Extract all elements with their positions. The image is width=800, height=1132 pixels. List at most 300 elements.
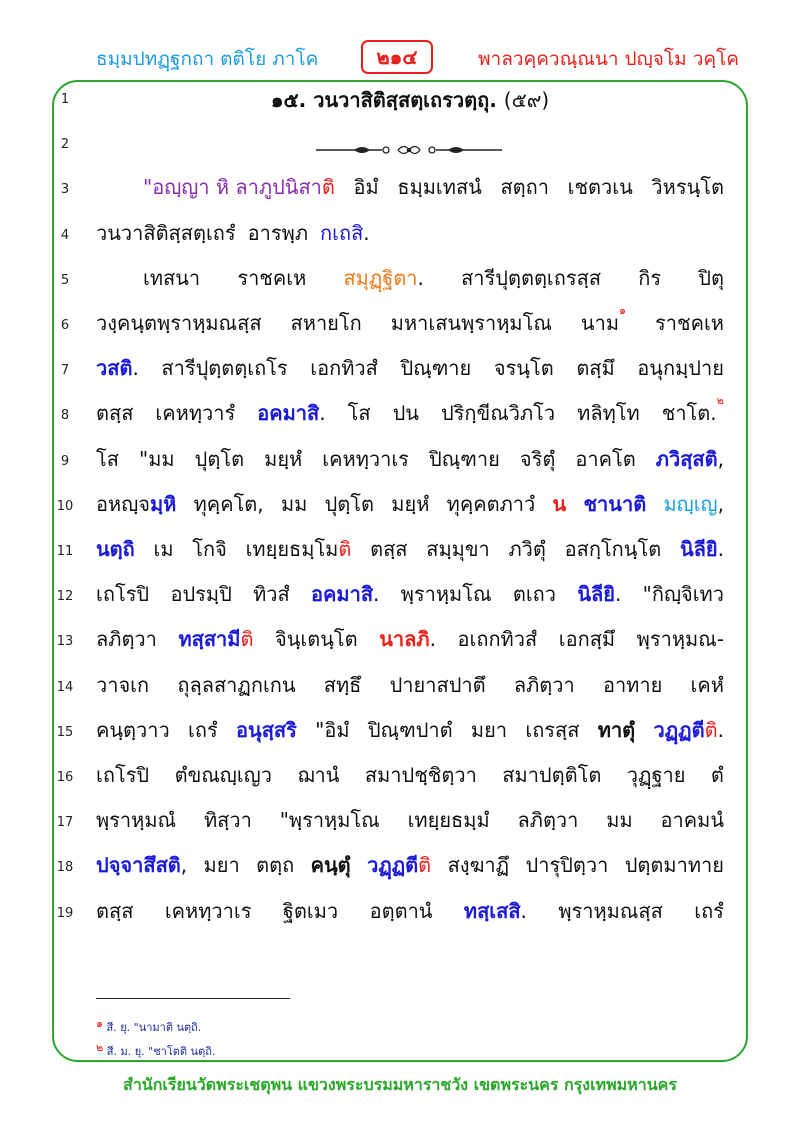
word bbox=[565, 531, 662, 567]
publisher-footer: สำนักเรียนวัดพระเชตุพน แขวงพระบรมมหาราชวัง เขตพระนคร กรุงเทพมหานคร bbox=[123, 1075, 677, 1094]
word-segment: ทสฺสามี bbox=[178, 627, 241, 652]
word bbox=[343, 260, 423, 296]
word-segment: ปตฺตมาทาย bbox=[624, 853, 724, 878]
word-segment: . bbox=[132, 356, 139, 381]
word-segment: ลภิตฺวา bbox=[517, 808, 579, 833]
line-number: 13 bbox=[56, 634, 74, 650]
line-number: 10 bbox=[56, 498, 74, 514]
word bbox=[691, 667, 724, 703]
word bbox=[694, 893, 724, 929]
word-segment: ตสฺส bbox=[96, 401, 134, 426]
word bbox=[426, 531, 489, 567]
word-segment: ตี bbox=[691, 717, 705, 742]
word-segment: พฺราหฺมณสฺส bbox=[558, 898, 663, 923]
word-segment: ปิตุ bbox=[698, 265, 724, 290]
word-segment: ทาตุํ bbox=[597, 717, 636, 742]
word bbox=[520, 441, 555, 477]
word-segment: ปุตฺโต bbox=[194, 446, 245, 471]
word bbox=[96, 350, 139, 386]
word bbox=[577, 395, 640, 431]
word-segment: ตํ bbox=[710, 763, 724, 787]
word bbox=[401, 576, 492, 612]
word-segment: คนฺตฺวาว bbox=[96, 717, 170, 742]
footnote-1-mark: ๑ bbox=[96, 1017, 103, 1030]
word bbox=[96, 893, 133, 929]
word bbox=[606, 802, 632, 838]
word-segment: ลภิตฺวา bbox=[513, 672, 575, 697]
word bbox=[96, 531, 135, 567]
text-line-3 bbox=[143, 169, 724, 205]
word-segment: ตสฺส bbox=[96, 898, 134, 923]
word-segment: สารีปุตฺตตฺเถโร bbox=[161, 356, 288, 381]
story-number: (๕๙) bbox=[503, 88, 550, 112]
word bbox=[518, 802, 579, 838]
word-segment: นิลียิ bbox=[679, 537, 718, 561]
word bbox=[637, 350, 724, 386]
word bbox=[553, 486, 567, 522]
word bbox=[575, 441, 635, 477]
word bbox=[324, 667, 362, 703]
word bbox=[576, 350, 614, 386]
word-segment: เคหทฺวาเร bbox=[164, 898, 252, 923]
word bbox=[651, 169, 724, 205]
word-segment: โกจิ bbox=[192, 537, 227, 561]
word-segment: "มม bbox=[139, 446, 175, 471]
word bbox=[96, 847, 187, 883]
line-number: 18 bbox=[56, 860, 74, 876]
word bbox=[96, 395, 133, 431]
word bbox=[526, 847, 609, 883]
word bbox=[96, 621, 157, 657]
word bbox=[655, 305, 724, 341]
text-line-4 bbox=[96, 215, 724, 251]
word bbox=[379, 621, 436, 657]
word bbox=[365, 757, 477, 793]
word-segment: เถรสฺส bbox=[525, 717, 580, 742]
text-line-10 bbox=[96, 486, 724, 522]
word-segment: พฺราหฺมโณ bbox=[400, 582, 492, 607]
footnote-ref: ๒ bbox=[716, 394, 724, 408]
word bbox=[577, 576, 621, 612]
word-segment: โส bbox=[96, 446, 119, 471]
word-segment: ลภิตฺวา bbox=[96, 627, 157, 652]
word-segment: ชาโต. bbox=[661, 401, 717, 426]
line-number: 8 bbox=[60, 408, 70, 424]
footnote-2 bbox=[96, 1042, 215, 1060]
word-segment: มญฺเญ bbox=[663, 491, 718, 516]
word-segment: ภวิตุํ bbox=[508, 537, 546, 561]
text-line-12 bbox=[96, 576, 724, 612]
word-segment: สมาปตฺติโต bbox=[502, 763, 602, 787]
word-segment: สมุฏฺฐิตา bbox=[343, 265, 418, 290]
word-segment: . bbox=[363, 220, 370, 245]
word-segment: ตํขณญฺเญว bbox=[174, 763, 272, 787]
word bbox=[253, 576, 290, 612]
line-number: 11 bbox=[56, 544, 74, 559]
word-segment: ปิณฺฑาย bbox=[428, 446, 500, 471]
word-segment: เถรํ bbox=[694, 898, 724, 923]
word-segment: "พฺราหฺมโณ bbox=[279, 808, 380, 833]
word bbox=[408, 802, 490, 838]
word-segment: เคหทฺวาเร bbox=[322, 446, 409, 471]
word-segment: อหญฺจ bbox=[96, 491, 150, 516]
story-title-text: ๑๕. วนวาสิติสฺสตฺเถรวตฺถุ. bbox=[270, 88, 497, 112]
word-segment: , bbox=[717, 446, 724, 471]
word-segment: วาจเก bbox=[96, 672, 150, 697]
word-segment: ปารุปิตฺวา bbox=[525, 853, 609, 878]
text-line-8 bbox=[96, 395, 724, 431]
running-header-chapter: พาลวคฺควณฺณนา ปญฺจโม วคฺโค bbox=[478, 48, 739, 70]
word bbox=[192, 531, 227, 567]
word bbox=[204, 847, 240, 883]
word-segment: เอกทิวสํ bbox=[310, 356, 378, 381]
word bbox=[310, 350, 378, 386]
word bbox=[441, 395, 555, 431]
word bbox=[513, 576, 556, 612]
word bbox=[194, 486, 264, 522]
word-segment: ติ bbox=[704, 717, 718, 742]
word bbox=[280, 802, 380, 838]
word-segment: สทฺธึ bbox=[323, 672, 362, 697]
word bbox=[559, 621, 615, 657]
word-segment: ราชคเห bbox=[237, 265, 307, 290]
word-segment: วนวาสิติสฺสตฺเถรํ bbox=[96, 220, 236, 245]
word-segment: วงฺคนฺตพฺราหฺมณสฺส bbox=[96, 311, 262, 335]
word bbox=[248, 215, 308, 251]
word-segment: ตสฺมึ bbox=[576, 356, 615, 381]
text-line-18 bbox=[96, 847, 724, 883]
word bbox=[502, 757, 601, 793]
word bbox=[143, 260, 200, 296]
word bbox=[297, 757, 339, 793]
text-line-5 bbox=[143, 260, 724, 296]
word-segment: วฏฺฏตี bbox=[367, 853, 419, 878]
word-segment: พฺราหฺมณํ bbox=[96, 808, 177, 833]
word-segment: . bbox=[429, 627, 436, 652]
word-segment: ตสฺส bbox=[370, 537, 408, 561]
word-segment: ตตฺถ bbox=[256, 853, 295, 878]
word bbox=[283, 893, 338, 929]
word-segment: สหายโก bbox=[290, 311, 362, 335]
word-segment: สมฺมุขา bbox=[426, 537, 490, 561]
word bbox=[96, 802, 176, 838]
word-segment: นิลียิ bbox=[577, 582, 615, 607]
word bbox=[627, 757, 686, 793]
word bbox=[370, 893, 433, 929]
word-segment: . bbox=[717, 717, 724, 742]
text-line-15 bbox=[96, 712, 724, 748]
word-segment: โส bbox=[347, 401, 371, 426]
word bbox=[391, 305, 552, 341]
word-segment: . bbox=[614, 582, 622, 607]
word bbox=[500, 169, 549, 205]
word-segment: ฌานํ bbox=[297, 763, 340, 787]
word bbox=[698, 260, 724, 296]
line-number: 14 bbox=[56, 679, 74, 695]
word-segment: ฐิตเมว bbox=[282, 898, 339, 923]
text-line-9 bbox=[96, 441, 724, 477]
word bbox=[525, 712, 579, 748]
word bbox=[568, 169, 633, 205]
word-segment: ชานาติ bbox=[583, 491, 647, 516]
word-segment: เถรํ bbox=[188, 717, 218, 742]
word bbox=[175, 757, 272, 793]
word-segment: วสติ bbox=[96, 356, 133, 381]
word bbox=[494, 350, 554, 386]
word bbox=[581, 305, 626, 341]
ornament-divider bbox=[314, 140, 504, 160]
word bbox=[464, 893, 527, 929]
word bbox=[177, 667, 295, 703]
line-number: 15 bbox=[56, 724, 74, 740]
word bbox=[368, 712, 453, 748]
word-segment: อาคโต bbox=[575, 446, 636, 471]
word-segment: มยฺหํ bbox=[391, 491, 430, 516]
word-segment: วฏฺฏ bbox=[653, 717, 692, 742]
word bbox=[139, 441, 175, 477]
word-segment: อปรมฺปิ bbox=[170, 582, 232, 607]
running-header-book-title: ธมฺมปทฏฺฐกถา ตติโย ภาโค bbox=[96, 48, 319, 70]
word-segment: , bbox=[717, 491, 724, 516]
word-segment: เคหํ bbox=[690, 672, 724, 697]
word-segment: อสกฺโกนฺโต bbox=[564, 537, 662, 561]
word-segment: . bbox=[417, 265, 424, 290]
word-segment: อตฺตานํ bbox=[369, 898, 433, 923]
word-segment: ทลิทฺโท bbox=[577, 401, 640, 426]
word-segment: นตฺถิ bbox=[96, 537, 135, 561]
word bbox=[154, 531, 174, 567]
word bbox=[558, 893, 663, 929]
word-segment: อาทาย bbox=[602, 672, 663, 697]
word-segment: กิร bbox=[638, 265, 662, 290]
line-number: 16 bbox=[56, 770, 74, 785]
word-segment: เทยฺยธมฺมํ bbox=[407, 808, 490, 833]
text-line-7 bbox=[96, 350, 724, 386]
word-segment: ปน bbox=[392, 401, 419, 426]
word-segment: จรนฺโต bbox=[493, 356, 554, 381]
word bbox=[653, 712, 723, 748]
word-segment: ธมฺมเทสนํ bbox=[397, 175, 482, 200]
word bbox=[143, 169, 335, 205]
word bbox=[170, 576, 231, 612]
word bbox=[638, 260, 661, 296]
word bbox=[429, 441, 500, 477]
word bbox=[447, 486, 536, 522]
word-segment: พฺราหฺมณ- bbox=[636, 627, 724, 652]
word bbox=[256, 847, 294, 883]
word bbox=[96, 486, 176, 522]
line-number: 2 bbox=[60, 137, 70, 153]
text-line-11 bbox=[96, 531, 724, 567]
footnote-rule bbox=[96, 998, 290, 999]
footnote-2-text: สี. ม. ยุ. "ชาโตติ นตฺถิ. bbox=[106, 1045, 216, 1058]
word bbox=[188, 712, 218, 748]
word-segment: . bbox=[520, 898, 527, 923]
word bbox=[291, 305, 362, 341]
word-segment: วิหรนฺโต bbox=[651, 175, 724, 200]
word-segment: สมาปชฺชิตฺวา bbox=[364, 763, 477, 787]
word-segment: "อญฺญา หิ ลาภูปนิสา bbox=[143, 175, 322, 200]
word bbox=[96, 441, 119, 477]
line-number: 4 bbox=[60, 227, 70, 243]
page-number: ๒๑๔ bbox=[361, 40, 433, 74]
line-number: 19 bbox=[56, 905, 74, 921]
word-segment: จริตุํ bbox=[519, 446, 556, 471]
word-segment: วุฏฺฐาย bbox=[626, 763, 686, 787]
word-segment: น bbox=[552, 491, 567, 516]
word-segment: กเถสิ bbox=[320, 220, 364, 245]
word bbox=[257, 395, 325, 431]
word-segment: เถโรปิ bbox=[96, 582, 150, 607]
word-segment: ปจฺจาสึสติ bbox=[96, 853, 181, 878]
text-line-16 bbox=[96, 757, 724, 793]
word-segment: ติ bbox=[321, 175, 335, 200]
text-line-14 bbox=[96, 667, 724, 703]
footnote-2-mark: ๒ bbox=[96, 1041, 104, 1054]
word bbox=[315, 712, 349, 748]
word-segment: มฺหิ bbox=[149, 491, 177, 516]
word-segment: ทสฺเสสิ bbox=[463, 898, 521, 923]
line-number: 3 bbox=[60, 182, 70, 198]
word bbox=[400, 350, 471, 386]
word bbox=[246, 531, 352, 567]
word-segment: . bbox=[717, 537, 724, 561]
word bbox=[457, 621, 537, 657]
word-segment: อเถกทิวสํ bbox=[457, 627, 538, 652]
word bbox=[637, 621, 724, 657]
word-segment: เม bbox=[153, 537, 174, 561]
word-segment: ติ bbox=[338, 537, 352, 561]
word-segment: ถุลฺลสาฏกเกน bbox=[177, 672, 296, 697]
word bbox=[161, 350, 287, 386]
word-segment: มยา bbox=[470, 717, 508, 742]
word-segment: ตเถว bbox=[512, 582, 557, 607]
word bbox=[96, 757, 149, 793]
word bbox=[311, 576, 379, 612]
word-segment: "อิมํ bbox=[315, 717, 350, 742]
word bbox=[583, 486, 646, 522]
word bbox=[320, 215, 370, 251]
line-number: 7 bbox=[60, 363, 70, 379]
word-segment: อารพฺภ bbox=[247, 220, 309, 245]
word bbox=[663, 486, 723, 522]
word bbox=[275, 621, 358, 657]
word bbox=[96, 305, 262, 341]
word-segment: ติ bbox=[418, 853, 432, 878]
word-segment: จินฺเตนฺโต bbox=[275, 627, 358, 652]
word-segment: "กิญฺจิเทว bbox=[642, 582, 724, 607]
word bbox=[662, 395, 724, 431]
word-segment: มยา bbox=[203, 853, 240, 878]
word bbox=[195, 441, 244, 477]
word-segment: นาลภิ bbox=[379, 627, 430, 652]
word bbox=[598, 712, 635, 748]
word-segment: ทิวสํ bbox=[253, 582, 290, 607]
word-segment: สารีปุตฺตตฺเถรสฺส bbox=[461, 265, 602, 290]
word-segment: ทุคฺคโต, bbox=[193, 491, 264, 516]
footnote-ref: ๑ bbox=[619, 304, 626, 317]
word bbox=[448, 847, 509, 883]
word-segment: อคมาสิ bbox=[311, 582, 374, 607]
word-segment: นาม bbox=[580, 311, 620, 335]
word bbox=[236, 712, 297, 748]
word-segment: ปายาสปาตึ bbox=[389, 672, 486, 697]
footnote-1 bbox=[96, 1018, 201, 1036]
word bbox=[237, 260, 306, 296]
word-segment: คนฺตุํ bbox=[310, 853, 351, 878]
word bbox=[393, 395, 419, 431]
text-line-17 bbox=[96, 802, 724, 838]
line-number: 5 bbox=[60, 272, 70, 288]
word bbox=[348, 395, 371, 431]
line-number: 1 bbox=[60, 92, 70, 107]
word-segment: ปุตฺโต bbox=[324, 491, 375, 516]
word bbox=[311, 847, 351, 883]
word-segment: เทยฺยธมฺโม bbox=[245, 537, 339, 561]
word-segment: สตฺถา bbox=[500, 175, 550, 200]
word bbox=[711, 757, 724, 793]
text-line-19 bbox=[96, 893, 724, 929]
story-title bbox=[96, 82, 724, 118]
word bbox=[96, 215, 236, 251]
word bbox=[397, 169, 481, 205]
word bbox=[370, 531, 407, 567]
word bbox=[661, 802, 724, 838]
word bbox=[155, 395, 235, 431]
word-segment: สงฺฆาฏึ bbox=[447, 853, 510, 878]
line-number: 9 bbox=[60, 453, 70, 469]
line-number: 17 bbox=[56, 815, 74, 831]
word bbox=[461, 260, 601, 296]
word bbox=[264, 441, 302, 477]
word-segment: อิมํ bbox=[353, 175, 379, 200]
word bbox=[390, 667, 486, 703]
word bbox=[96, 576, 149, 612]
text-line-13 bbox=[96, 621, 724, 657]
word bbox=[322, 441, 409, 477]
line-number: 6 bbox=[60, 318, 70, 333]
word-segment: ทุคฺคตภาวํ bbox=[446, 491, 536, 516]
word bbox=[367, 847, 431, 883]
word-segment: อาคมนํ bbox=[660, 808, 724, 833]
word-segment: เคหทฺวารํ bbox=[155, 401, 236, 426]
word bbox=[471, 712, 507, 748]
word-segment: มม bbox=[280, 491, 308, 516]
word bbox=[96, 712, 170, 748]
word bbox=[391, 486, 429, 522]
word bbox=[281, 486, 307, 522]
word-segment: , bbox=[180, 853, 188, 878]
word-segment: เถโรปิ bbox=[96, 763, 150, 787]
word-segment: เชตวเน bbox=[567, 175, 633, 200]
text-line-6 bbox=[96, 305, 724, 341]
word bbox=[625, 847, 724, 883]
word bbox=[656, 441, 724, 477]
word-segment: มหาเสนพฺราหฺมโณ bbox=[390, 311, 552, 335]
word bbox=[96, 667, 149, 703]
word bbox=[165, 893, 252, 929]
word bbox=[643, 576, 724, 612]
word bbox=[204, 802, 252, 838]
word bbox=[178, 621, 253, 657]
word-segment: เอกสฺมึ bbox=[558, 627, 616, 652]
word bbox=[508, 531, 545, 567]
word bbox=[603, 667, 662, 703]
word-segment: ราชคเห bbox=[655, 311, 724, 335]
word-segment: มม bbox=[606, 808, 633, 833]
word-segment: อคมาสิ bbox=[257, 401, 320, 426]
word-segment: ปิณฺฑาย bbox=[400, 356, 472, 381]
